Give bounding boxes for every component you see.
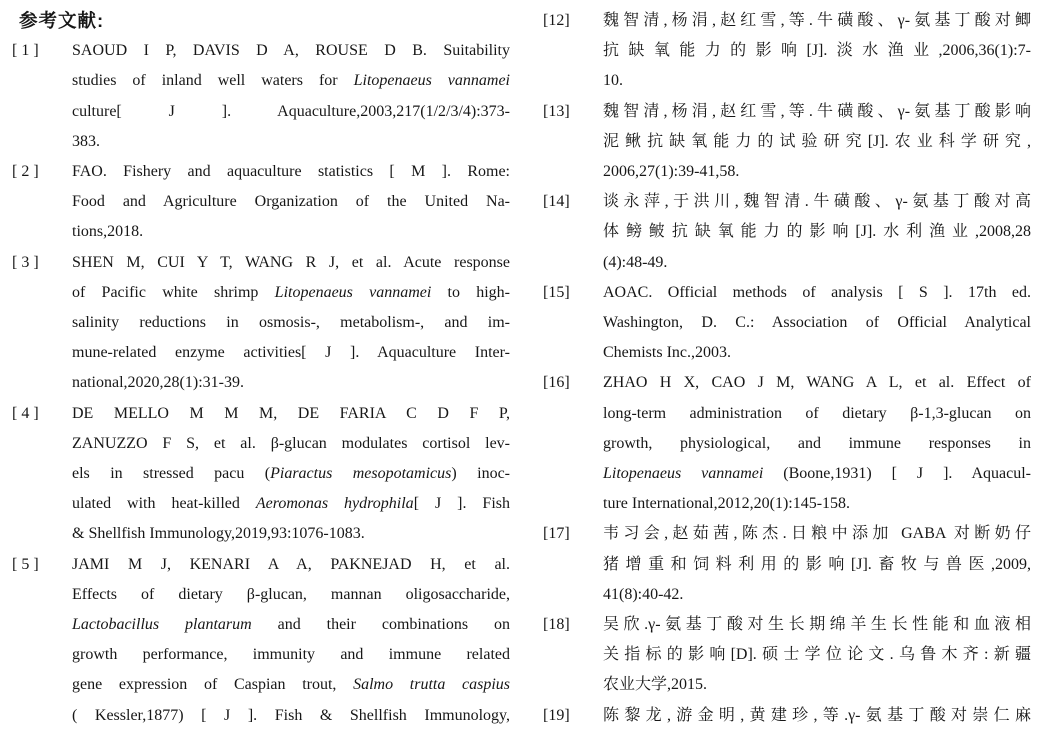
reference-line: 魏智清,杨涓,赵红雪,等.牛磺酸、γ-氨基丁酸对鲫 [603, 12, 1031, 29]
reference-number: [14] [543, 193, 570, 211]
reference-line: Lactobacillus plantarum and their combinations on [72, 616, 510, 634]
reference-number: [18] [543, 616, 570, 634]
reference-text [603, 97, 1031, 188]
reference-line: salinity reductions in osmosis-, metabolism-, and im- [72, 314, 510, 332]
species-name-italic: Salmo trutta caspius [353, 676, 510, 694]
reference-line: SAOUD I P, DAVIS D A, ROUSE D B. Suitability [72, 42, 510, 60]
reference-line: ( Kessler,1877) [ J ]. Fish & Shellfish Immunology, [72, 706, 510, 724]
reference-line: 抗缺氧能力的影响[J].淡水渔业,2006,36(1):7- [603, 42, 1031, 60]
species-name-italic: Litopenaeus vannamei [353, 72, 510, 90]
reference-line: long-term administration of dietary β-1,3-glucan on [603, 404, 1031, 422]
reference-line: Food and Agriculture Organization of the United Na- [72, 193, 510, 211]
reference-line: 农业大学,2015. [603, 676, 708, 694]
references-column-right [543, 6, 1031, 731]
species-name-italic: Lactobacillus plantarum [72, 616, 252, 634]
reference-item [543, 6, 1031, 97]
reference-number: [15] [543, 283, 570, 301]
reference-line: 383. [72, 132, 100, 150]
section-title: 参考文献: [19, 10, 105, 31]
reference-line: 韦习会,赵茹茜,陈杰.日粮中添加 GABA 对断奶仔 [603, 525, 1031, 543]
reference-line: JAMI M J, KENARI A A, PAKNEJAD H, et al. [72, 555, 510, 573]
reference-item [543, 278, 1031, 369]
reference-number: [13] [543, 102, 570, 120]
reference-line: Washington, D. C.: Association of Official Analytical [603, 314, 1031, 332]
reference-item [543, 701, 1031, 731]
reference-number: [ 4 ] [12, 404, 39, 422]
reference-line: gene expression of Caspian trout, Salmo trutta caspius [72, 676, 510, 694]
reference-item [12, 550, 510, 731]
reference-item [12, 157, 510, 248]
reference-line: 体鳑鲏抗缺氧能力的影响[J].水利渔业,2008,28 [603, 223, 1031, 241]
reference-item [543, 519, 1031, 610]
reference-line: national,2020,28(1):31-39. [72, 374, 244, 392]
reference-line: 41(8):40-42. [603, 585, 684, 603]
reference-line: SHEN M, CUI Y T, WANG R J, et al. Acute response [72, 253, 510, 271]
reference-item [543, 187, 1031, 278]
reference-line: 2006,27(1):39-41,58. [603, 163, 740, 181]
reference-number: [ 5 ] [12, 555, 39, 573]
reference-number: [ 2 ] [12, 163, 39, 180]
reference-text [603, 278, 1031, 369]
reference-text [72, 248, 510, 399]
reference-number: [16] [543, 374, 570, 392]
species-name-italic: Litopenaeus vannamei [274, 283, 432, 301]
reference-text [603, 610, 1031, 701]
reference-line: culture[ J ]. Aquaculture,2003,217(1/2/3/4):373- [72, 102, 510, 120]
reference-line: growth, physiological, and immune responses in [603, 434, 1031, 452]
reference-item [543, 368, 1031, 519]
reference-line: 关指标的影响[D].硕士学位论文.乌鲁木齐:新疆 [603, 646, 1031, 664]
reference-text [72, 399, 510, 550]
reference-item [12, 36, 510, 157]
reference-line: Chemists Inc.,2003. [603, 344, 731, 362]
reference-text [603, 368, 1031, 519]
reference-line: & Shellfish Immunology,2019,93:1076-1083. [72, 525, 365, 543]
reference-line: DE MELLO M M M, DE FARIA C D F P, [72, 404, 510, 422]
reference-line: growth performance, immunity and immune related [72, 646, 510, 664]
reference-number: [ 1 ] [12, 42, 39, 60]
reference-line: Effects of dietary β-glucan, mannan oligosaccharide, [72, 585, 510, 603]
species-name-italic: Aeromonas hydrophila [255, 495, 414, 513]
reference-text [72, 157, 510, 248]
reference-line: 魏智清,杨涓,赵红雪,等.牛磺酸、γ-氨基丁酸影响 [603, 102, 1031, 120]
reference-line: els in stressed pacu (Piaractus mesopotamicus) inoc- [72, 465, 511, 483]
reference-line: studies of inland well waters for Litopenaeus vannamei [72, 72, 510, 90]
reference-item [543, 97, 1031, 188]
species-name-italic: Piaractus mesopotamicus [270, 465, 452, 483]
reference-line: ZHAO H X, CAO J M, WANG A L, et al. Effect of [603, 374, 1031, 392]
reference-text [603, 6, 1031, 97]
reference-text [603, 701, 1031, 731]
reference-line: FAO. Fishery and aquaculture statistics [ M ]. Rome: [72, 163, 510, 180]
references-column-left [12, 6, 510, 731]
reference-line: 泥鳅抗缺氧能力的试验研究[J].农业科学研究, [603, 132, 1031, 150]
reference-item [12, 399, 510, 550]
reference-text [72, 550, 510, 731]
reference-line: ture International,2012,20(1):145-158. [603, 495, 851, 513]
reference-item [12, 248, 510, 399]
reference-text [72, 36, 510, 157]
reference-number: [ 3 ] [12, 253, 39, 271]
species-name-italic: Litopenaeus vannamei [603, 465, 764, 483]
reference-line: 10. [603, 72, 623, 90]
reference-number: [12] [543, 12, 570, 29]
reference-line: ulated with heat-killed Aeromonas hydrophila[ J ]. Fish [72, 495, 510, 513]
reference-number: [17] [543, 525, 570, 543]
reference-line: tions,2018. [72, 223, 144, 241]
reference-number: [19] [543, 706, 570, 724]
reference-line: mune-related enzyme activities[ J ]. Aquaculture Inter- [72, 344, 510, 362]
reference-line: 谈永萍,于洪川,魏智清.牛磺酸、γ-氨基丁酸对高 [603, 193, 1031, 211]
reference-line: AOAC. Official methods of analysis [ S ]. 17th ed. [603, 283, 1031, 301]
reference-line: (4):48-49. [603, 253, 668, 271]
reference-line: 猪增重和饲料利用的影响[J].畜牧与兽医,2009, [603, 555, 1031, 573]
reference-line: Litopenaeus vannamei (Boone,1931) [ J ]. Aquacul- [603, 465, 1031, 483]
reference-line: ZANUZZO F S, et al. β-glucan modulates cortisol lev- [72, 434, 510, 452]
reference-line: of Pacific white shrimp Litopenaeus vannamei to high- [72, 283, 511, 301]
reference-text [603, 519, 1031, 610]
reference-line: 吴欣.γ-氨基丁酸对生长期绵羊生长性能和血液相 [603, 616, 1031, 634]
reference-item [543, 610, 1031, 701]
reference-text [603, 187, 1031, 278]
reference-line: 陈黎龙,游金明,黄建珍,等.γ-氨基丁酸对崇仁麻 [603, 706, 1031, 724]
